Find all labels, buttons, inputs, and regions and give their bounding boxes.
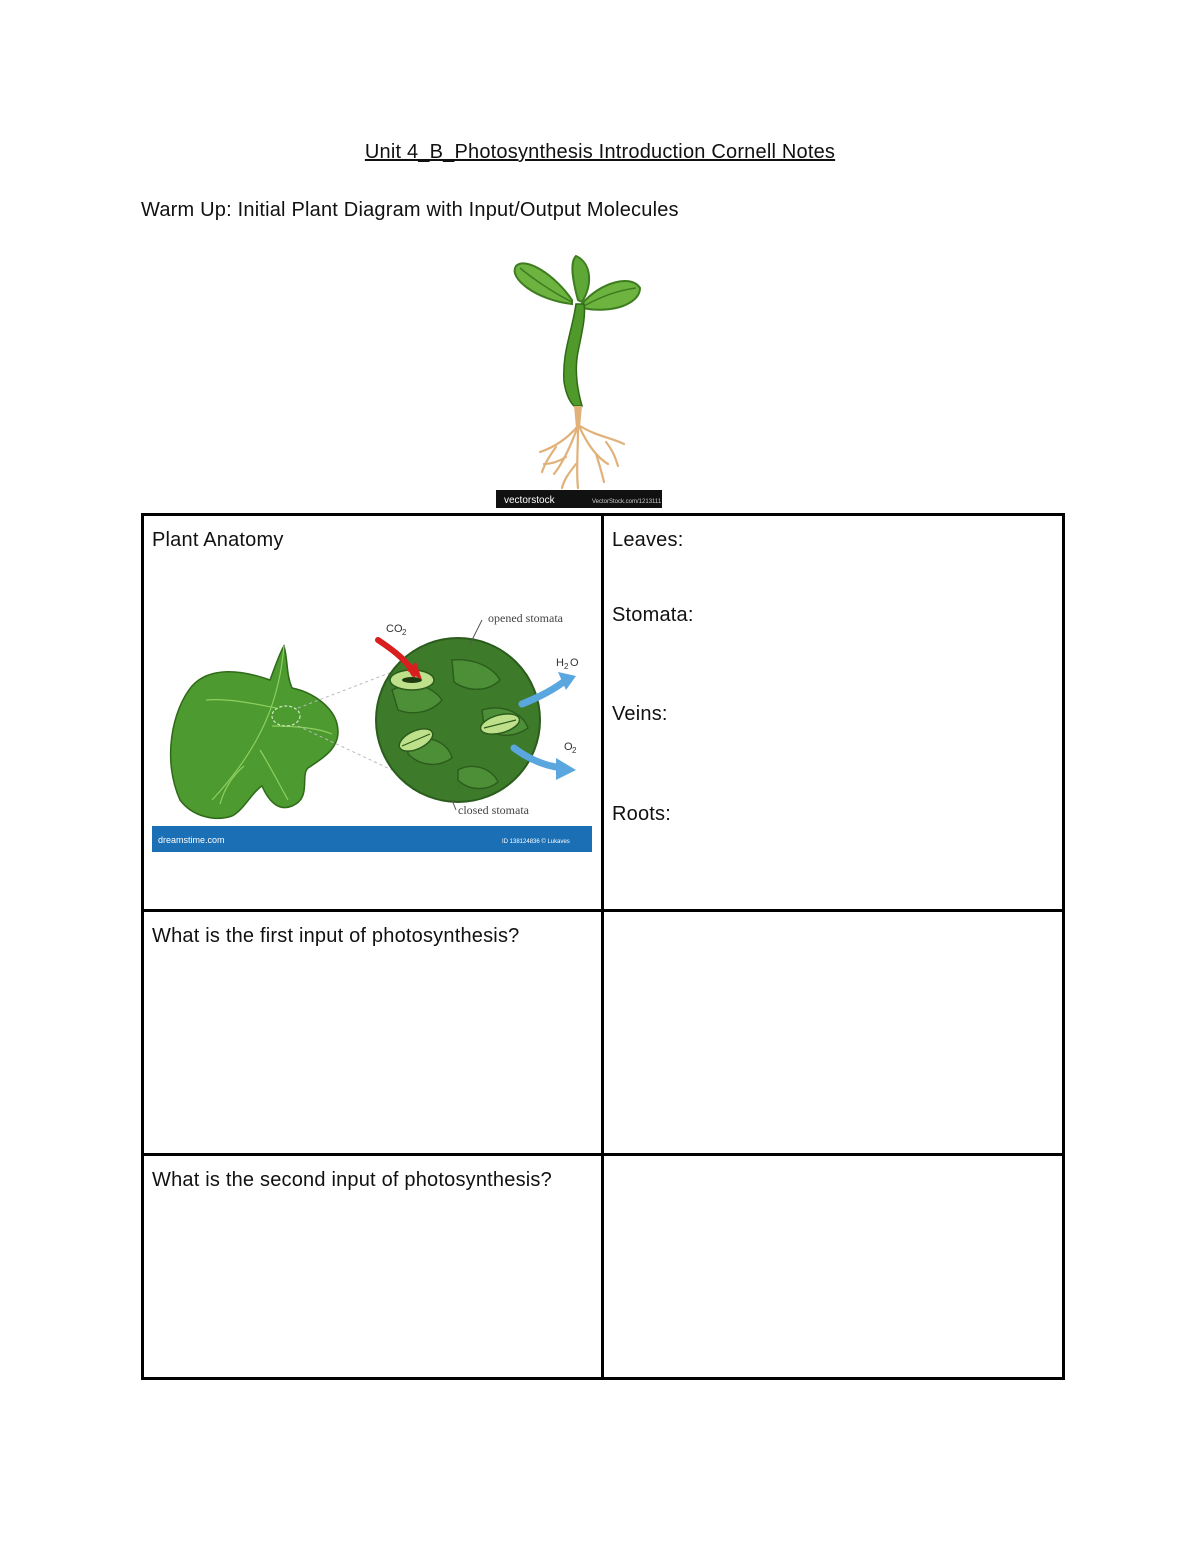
seedling-watermark-right: VectorStock.com/1213111	[592, 499, 662, 505]
co2-subscript: 2	[402, 628, 407, 637]
cell-second-input-question	[143, 1155, 603, 1379]
opened-stomata-label: opened stomata	[488, 611, 563, 625]
seedling-roots	[540, 426, 624, 488]
seedling-right-leaf	[582, 281, 640, 310]
cell-anatomy-terms	[603, 515, 1064, 911]
cell-plant-anatomy	[143, 515, 603, 911]
o2-subscript: 2	[572, 746, 577, 755]
h2o-label-o: O	[570, 657, 579, 669]
leaves-label: Leaves:	[612, 529, 684, 551]
first-input-question: What is the first input of photosynthesis?	[152, 925, 520, 947]
stomata-label: Stomata:	[612, 604, 694, 626]
table-row	[143, 515, 1064, 911]
seedling-top-leaf	[572, 256, 589, 302]
seedling-stem	[564, 304, 585, 406]
cell-first-input-answer[interactable]	[603, 911, 1064, 1155]
table-row	[143, 1155, 1064, 1379]
h2o-label-h: H	[556, 657, 564, 669]
seedling-image	[496, 252, 662, 508]
h2o-subscript: 2	[564, 662, 569, 671]
veins-label: Veins:	[612, 703, 668, 725]
cell-first-input-question	[143, 911, 603, 1155]
footer-left-text: dreamstime.com	[158, 835, 225, 845]
closed-stomata-label: closed stomata	[458, 803, 529, 817]
co2-label: CO	[386, 623, 403, 635]
cell-second-input-answer[interactable]	[603, 1155, 1064, 1379]
seedling-watermark-left: vectorstock	[504, 495, 555, 506]
cornell-notes-table	[141, 513, 1065, 1380]
roots-label: Roots:	[612, 803, 672, 825]
o2-label: O	[564, 741, 573, 753]
leaf-stomata-figure	[152, 600, 592, 856]
second-input-question: What is the second input of photosynthesis?	[152, 1169, 552, 1191]
plant-anatomy-label: Plant Anatomy	[152, 529, 284, 551]
footer-right-text: ID 138124836 © Lukaves	[502, 839, 570, 845]
warmup-heading: Warm Up: Initial Plant Diagram with Input/Output Molecules	[141, 199, 679, 221]
document-title: Unit 4_B_Photosynthesis Introduction Cornell Notes	[364, 141, 836, 163]
table-row	[143, 911, 1064, 1155]
